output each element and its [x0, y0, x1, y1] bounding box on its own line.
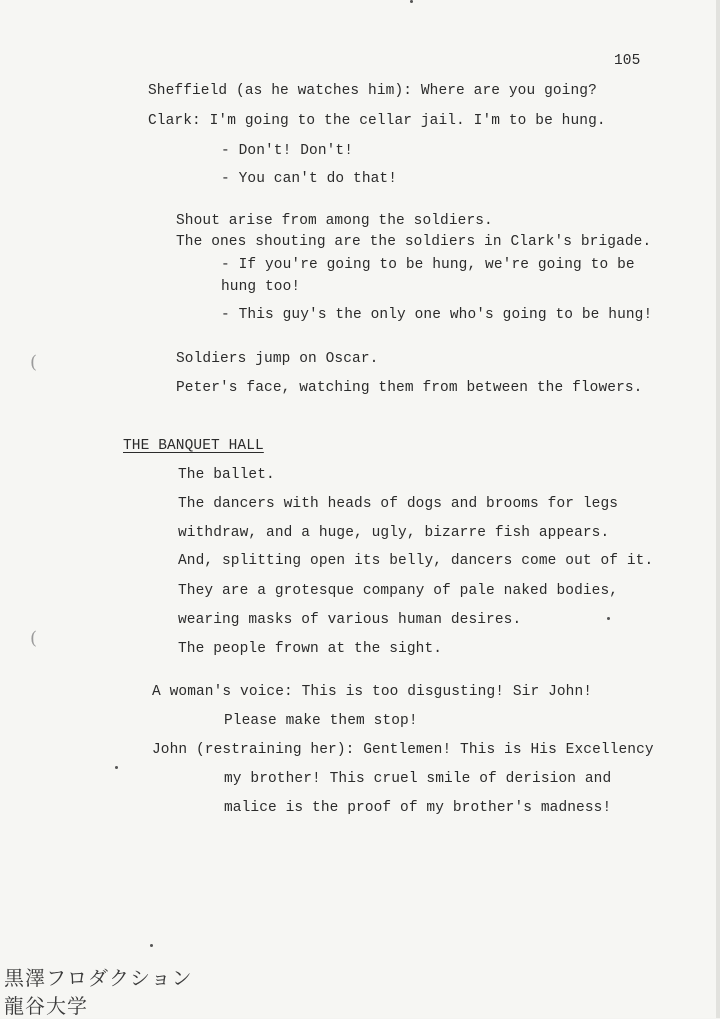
page-number: 105	[614, 53, 641, 69]
dialogue-line: hung too!	[221, 279, 301, 295]
action-line: The ones shouting are the soldiers in Clark's brigade.	[176, 234, 652, 250]
dialogue-line: my brother! This cruel smile of derision and	[224, 771, 612, 787]
dialogue-line: Sheffield (as he watches him): Where are you going?	[148, 83, 597, 99]
action-line: Peter's face, watching them from between the flowers.	[176, 380, 643, 396]
dialogue-line: Please make them stop!	[224, 713, 418, 729]
ink-speck	[607, 617, 610, 620]
action-line: Soldiers jump on Oscar.	[176, 351, 379, 367]
ink-speck	[115, 766, 118, 769]
dialogue-line: - You can't do that!	[221, 171, 398, 187]
action-line: withdraw, and a huge, ugly, bizarre fish appears.	[178, 525, 610, 541]
dialogue-line: Clark: I'm going to the cellar jail. I'm to be hung.	[148, 113, 606, 129]
dialogue-line: A woman's voice: This is too disgusting! Sir John!	[152, 684, 593, 700]
dialogue-line: - This guy's the only one who's going to be hung!	[221, 307, 653, 323]
dialogue-line: John (restraining her): Gentlemen! This is His Excellency	[152, 742, 654, 758]
action-line: They are a grotesque company of pale naked bodies,	[178, 583, 619, 599]
punch-hole-mark: (	[30, 628, 38, 649]
scene-heading: THE BANQUET HALL	[123, 438, 264, 454]
ink-speck	[410, 0, 413, 3]
action-line: wearing masks of various human desires.	[178, 612, 522, 628]
action-line: And, splitting open its belly, dancers come out of it.	[178, 553, 654, 569]
dialogue-line: malice is the proof of my brother's madness!	[224, 800, 612, 816]
action-line: Shout arise from among the soldiers.	[176, 213, 493, 229]
dialogue-line: - If you're going to be hung, we're going to be	[221, 257, 635, 273]
punch-hole-mark: (	[30, 352, 38, 373]
action-line: The people frown at the sight.	[178, 641, 443, 657]
dialogue-line: - Don't! Don't!	[221, 143, 354, 159]
ink-speck	[150, 944, 153, 947]
archive-stamp-line1: 黒澤フロダクション	[4, 966, 193, 990]
archive-stamp-line2: 龍谷大学	[4, 994, 88, 1018]
action-line: The ballet.	[178, 467, 275, 483]
action-line: The dancers with heads of dogs and brooms for legs	[178, 496, 619, 512]
